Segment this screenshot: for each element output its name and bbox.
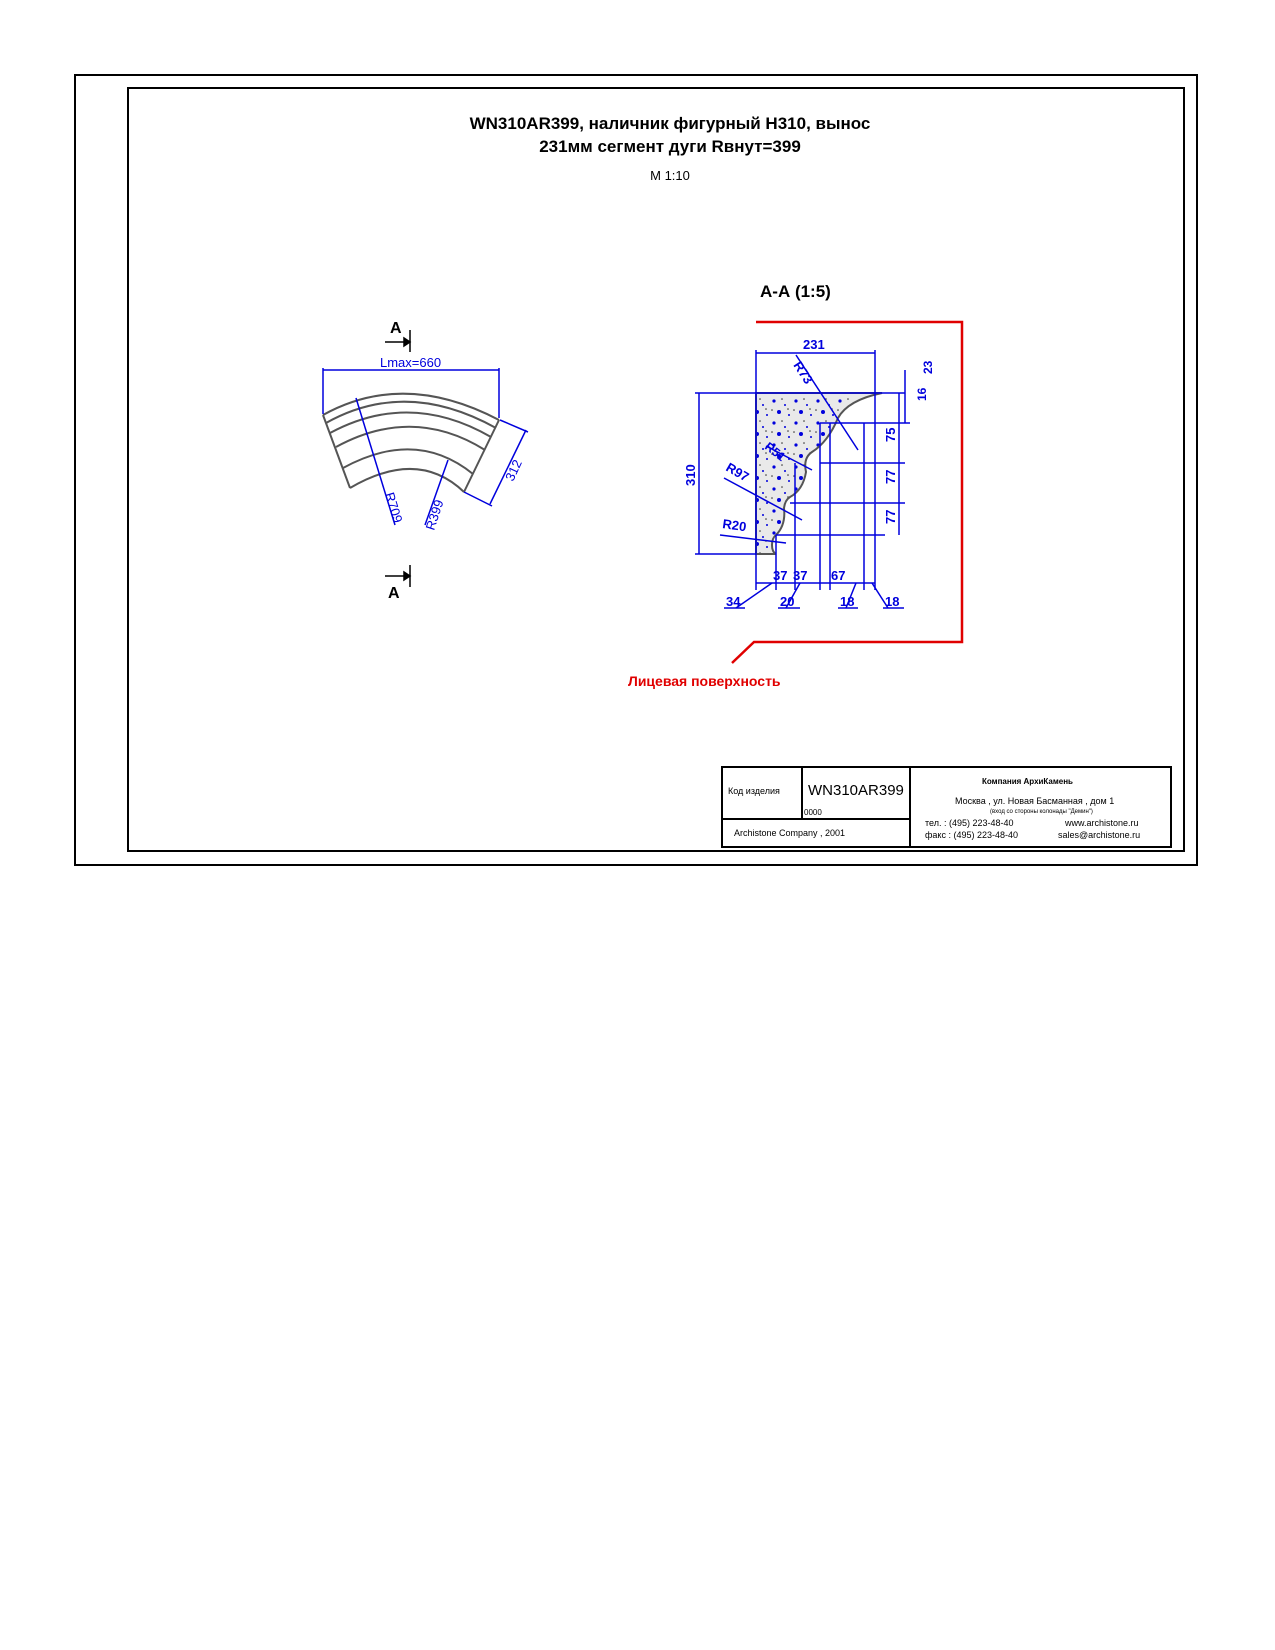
tb-phone: тел. : (495) 223-48-40 (925, 818, 1014, 828)
dim-r51-label: R51 (762, 439, 789, 464)
dim-width-label: 312 (502, 457, 525, 484)
section-mark-top-letter: А (390, 320, 402, 337)
section-mark-bottom (385, 565, 410, 587)
dim-37b-label: 37 (793, 568, 808, 583)
dim-r73-label: R73 (790, 358, 817, 387)
dim-77a-label: 77 (883, 469, 898, 484)
title-line-2: 231мм сегмент дуги Rвнут=399 (539, 137, 801, 156)
dim-75-label: 75 (883, 427, 898, 442)
face-surface-label: Лицевая поверхность (628, 673, 781, 689)
dim-length-label: Lmax=660 (380, 355, 442, 370)
dim-310-label: 310 (683, 464, 698, 486)
plan-dimensions (323, 368, 528, 525)
tb-address: Москва , ул. Новая Басманная , дом 1 (955, 796, 1115, 806)
dim-r97-label: R97 (723, 459, 752, 485)
tb-fax: факс : (495) 223-48-40 (925, 830, 1018, 840)
tb-company: Компания АрхиКамень (982, 777, 1073, 786)
dim-16-label: 16 (915, 387, 929, 401)
section-profile (756, 393, 882, 554)
plan-view (323, 394, 499, 492)
dim-77b-label: 77 (883, 509, 898, 524)
title-line-1: WN310AR399, наличник фигурный Н310, вынос (469, 114, 871, 133)
plan-arc-3 (330, 412, 491, 437)
section-mark-bottom-letter: А (388, 585, 400, 602)
tb-copyright: Archistone Company , 2001 (734, 828, 846, 838)
dim-20-label: 20 (780, 594, 795, 609)
dim-r399-label: R399 (422, 497, 447, 532)
scale-label: М 1:10 (650, 168, 690, 183)
dim-23-label: 23 (921, 360, 935, 374)
tb-address-note: (вход со стороны колонады "Демин") (990, 809, 1093, 815)
plan-arc-4 (336, 427, 485, 450)
dim-37a-label: 37 (773, 568, 788, 583)
tb-web: www.archistone.ru (1065, 818, 1139, 828)
dim-231-label: 231 (803, 337, 825, 352)
tb-code-value: WN310AR399 (808, 782, 904, 799)
tb-code-sub: 0000 (804, 808, 822, 817)
plan-arc-inner (350, 469, 464, 492)
tb-email: sales@archistone.ru (1058, 830, 1141, 840)
dim-34-label: 34 (726, 594, 741, 609)
dim-r709-label: R709 (382, 490, 406, 525)
dim-67-label: 67 (831, 568, 846, 583)
tb-code-label: Код изделия (728, 786, 780, 796)
dim-18b-label: 18 (885, 594, 900, 609)
dim-r20-label: R20 (721, 516, 748, 535)
section-title: А-А (1:5) (760, 282, 831, 301)
dim-18a-label: 18 (840, 594, 855, 609)
plan-arc-5 (343, 449, 473, 474)
